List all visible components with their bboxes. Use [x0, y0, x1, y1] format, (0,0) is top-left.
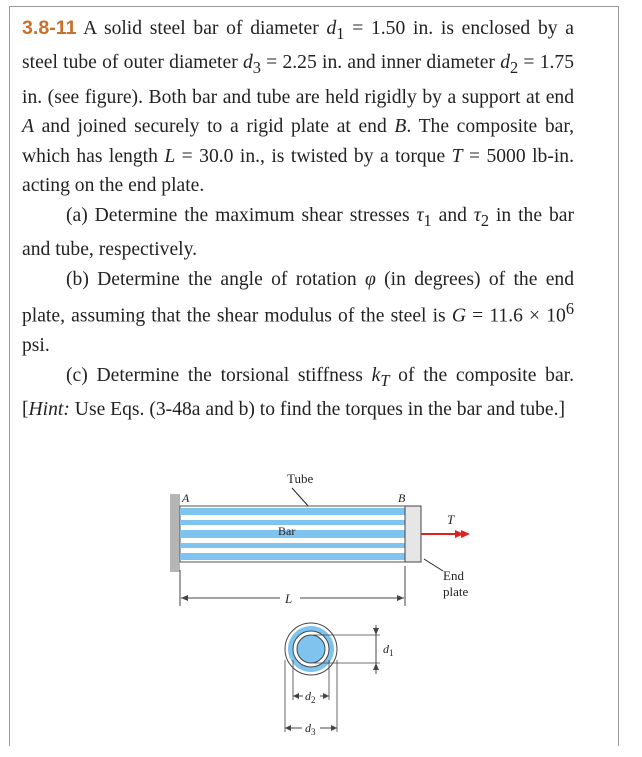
end-b-label: B: [398, 491, 406, 505]
bar-label: Bar: [278, 524, 296, 538]
part-b: (b) Determine the angle of rotation φ (in degrees) of the end plate, assuming that the shear modulus of the steel is $G = 11.6 \times 10^6$ psi.: [22, 268, 575, 357]
torque-label: T: [447, 512, 455, 527]
problem-intro: 3.8-11 A solid steel bar of diameter $d_1 = 1.50$ in. is enclosed by a steel tube of outer diameter $d_3 = 2.25$ in. and inner diameter $d_2 = 1.75$ in. (see figure). Both bar and tube are held rigidly by a support at end A and joined securely to a rigid plate at end B. The composite bar, which has length L = 30.0 in., is twisted by a torque T = 5000 lb-in. acting on the end plate.: [22, 17, 575, 197]
torque-arrow-head-2: [461, 530, 470, 538]
part-a: (a) Determine the maximum shear stresses $\tau_1$ and $\tau_2$ in the bar and tube, respectively.: [22, 204, 574, 261]
d2-label: $d_2$: [305, 689, 316, 705]
d1-label: $d_1$: [383, 642, 394, 658]
tube-label: Tube: [287, 471, 314, 486]
end-a-label: A: [182, 491, 190, 505]
cross-section-bar: [297, 635, 325, 663]
d3-arrow-left: [285, 725, 291, 731]
support-wall: [170, 494, 180, 572]
problem-number: 3.8-11: [22, 17, 77, 39]
end-plate-label-2: plate: [443, 584, 469, 599]
composite-bar-figure: [0, 460, 642, 752]
d2-arrow-left: [293, 693, 299, 699]
bar-stripe-bottom: [180, 543, 405, 548]
tube-leader: [292, 488, 310, 508]
length-arrow-right: [397, 595, 404, 601]
end-plate-label-1: End: [443, 568, 464, 583]
end-plate: [405, 506, 421, 562]
tube-wall-top: [180, 508, 405, 515]
tube-wall-bottom: [180, 553, 405, 560]
d2-arrow-right: [323, 693, 329, 699]
length-label: L: [285, 591, 293, 606]
part-c: (c) Determine the torsional stiffness $k_T$ of the composite bar. [Hint: Use Eqs. (3-48a and b) to find the torques in the bar and tube.]: [22, 364, 574, 421]
d1-arrow-bottom: [373, 663, 379, 670]
problem-text: [22, 14, 574, 425]
d3-arrow-right: [331, 725, 337, 731]
d1-arrow-top: [373, 628, 379, 635]
d3-label: $d_3$: [305, 721, 316, 737]
length-arrow-left: [181, 595, 188, 601]
end-plate-leader: [424, 559, 443, 571]
figure-svg: [0, 460, 642, 752]
